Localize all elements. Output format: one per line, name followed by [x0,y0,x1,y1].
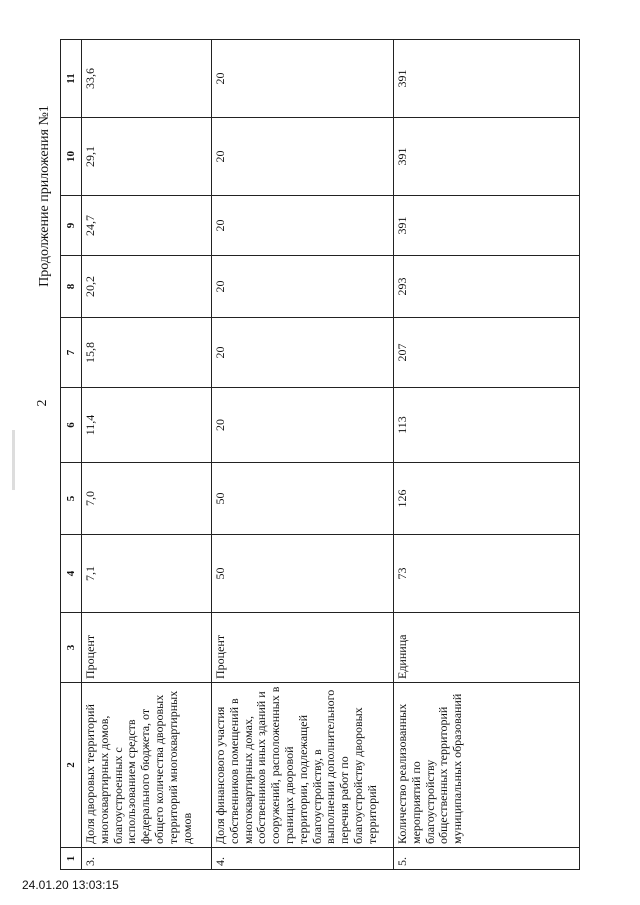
value-cell: 11,4 [82,388,212,463]
value-cell: 391 [394,118,580,196]
header-cell: 9 [61,196,82,256]
indicator-name: Доля финансового участия собственников помещений в многоквартирных домах, собственников иных зданий и сооружений, расположенных в границах дворовой территории, подлежащей благоустройству, в выполнении дополнительного перечня работ по благоустройству дворовых территорий [212,683,394,848]
header-cell: 10 [61,118,82,196]
value-cell: 15,8 [82,318,212,388]
header-cell: 2 [61,683,82,848]
header-cell: 5 [61,463,82,535]
value-cell: 24,7 [82,196,212,256]
value-cell: 20 [212,256,394,318]
indicators-table [60,39,580,870]
table-row [82,40,212,870]
value-cell: 20 [212,118,394,196]
header-cell: 7 [61,318,82,388]
table-row [212,40,394,870]
value-cell: 20 [212,388,394,463]
value-cell: 113 [394,388,580,463]
indicators-table-wrapper [60,40,580,870]
value-cell: 20 [212,318,394,388]
value-cell: 20,2 [82,256,212,318]
value-cell: 391 [394,196,580,256]
table-row [394,40,580,870]
table-header-row [61,40,82,870]
header-cell: 1 [61,848,82,870]
value-cell: 29,1 [82,118,212,196]
indicator-name: Доля дворовых территорий многоквартирных домов, благоустроенных с использованием средств федерального бюджета, от общего количества дворовых территорий многоквартирных домов [82,683,212,848]
value-cell: 20 [212,40,394,118]
unit-cell: Процент [212,613,394,683]
value-cell: 293 [394,256,580,318]
unit-cell: Единица [394,613,580,683]
row-index: 4. [212,848,394,870]
row-index: 3. [82,848,212,870]
value-cell: 207 [394,318,580,388]
value-cell: 50 [212,535,394,613]
header-cell: 4 [61,535,82,613]
page-number: 2 [35,399,50,407]
print-timestamp: 24.01.20 13:03:15 [22,878,119,892]
value-cell: 33,6 [82,40,212,118]
unit-cell: Процент [82,613,212,683]
value-cell: 50 [212,463,394,535]
scan-artifact [12,430,15,490]
header-cell: 6 [61,388,82,463]
value-cell: 73 [394,535,580,613]
header-cell: 8 [61,256,82,318]
continuation-note: Продолжение приложения №1 [37,105,52,287]
indicator-name: Количество реализованных мероприятий по благоустройству общественных территорий муниципальных образований [394,683,580,848]
header-cell: 11 [61,40,82,118]
header-cell: 3 [61,613,82,683]
row-index: 5. [394,848,580,870]
value-cell: 7,1 [82,535,212,613]
value-cell: 7,0 [82,463,212,535]
value-cell: 20 [212,196,394,256]
value-cell: 126 [394,463,580,535]
value-cell: 391 [394,40,580,118]
